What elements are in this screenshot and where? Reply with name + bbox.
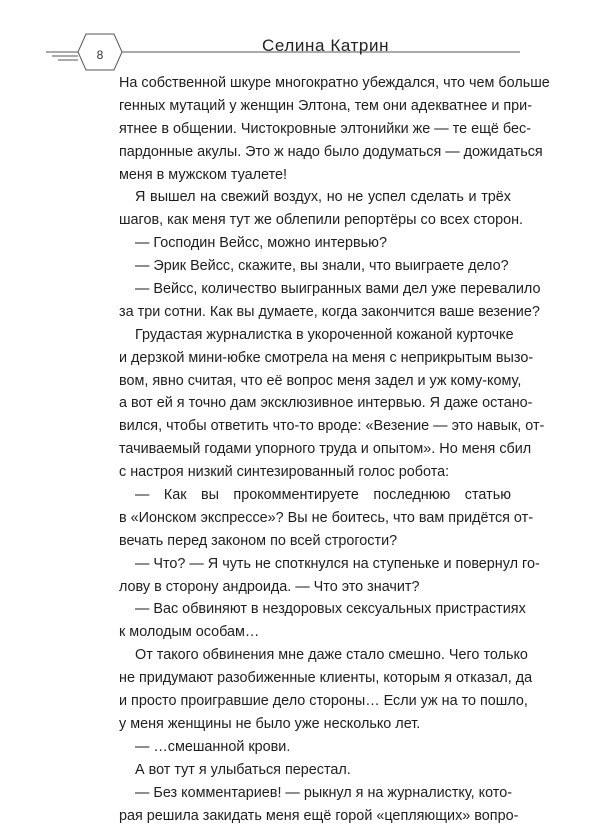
text-line: с настроя низкий синтезированный голос робота: — [119, 461, 511, 484]
running-head: Селина Катрин — [262, 36, 389, 56]
body-text — [119, 72, 511, 827]
text-line: лову в сторону андроида. — Что это значит? — [119, 576, 511, 599]
text-line: — Без комментариев! — рыкнул я на журналистку, кото- — [119, 782, 511, 805]
text-line: Я вышел на свежий воздух, но не успел сделать и трёх — [119, 186, 511, 209]
text-line: и просто проигравшие дело стороны… Если уж на то пошло, — [119, 690, 511, 713]
text-line: вечать перед законом по всей строгости? — [119, 530, 511, 553]
text-line: и дерзкой мини-юбке смотрела на меня с неприкрытым вызо- — [119, 347, 511, 370]
text-line: вился, чтобы ответить что-то вроде: «Везение — это навык, от- — [119, 415, 511, 438]
text-line: ятнее в общении. Чистокровные элтонийки же — те ещё бес- — [119, 118, 511, 141]
text-line: за три сотни. Как вы думаете, когда закончится ваше везение? — [119, 301, 511, 324]
text-line: — Что? — Я чуть не споткнулся на ступеньке и повернул го- — [119, 553, 511, 576]
text-line: вом, явно считая, что её вопрос меня задел и уж кому-кому, — [119, 370, 511, 393]
text-line: тачиваемый годами упорного труда и опытом». Но меня сбил — [119, 438, 511, 461]
text-line: меня в мужском туалете! — [119, 164, 511, 187]
text-line: От такого обвинения мне даже стало смешно. Чего только — [119, 644, 511, 667]
text-line: — Вас обвиняют в нездоровых сексуальных пристрастиях — [119, 598, 511, 621]
text-line: рая решила закидать меня ещё горой «цепляющих» вопро- — [119, 805, 511, 827]
text-line: На собственной шкуре многократно убеждался, что чем больше — [119, 72, 511, 95]
text-line: — Вейсс, количество выигранных вами дел уже перевалило — [119, 278, 511, 301]
page-number: 8 — [90, 48, 110, 62]
text-line: генных мутаций у женщин Элтона, тем они адекватнее и при- — [119, 95, 511, 118]
text-line: — Господин Вейсс, можно интервью? — [119, 232, 511, 255]
page-header — [0, 0, 600, 80]
text-line: — Эрик Вейсс, скажите, вы знали, что выиграете дело? — [119, 255, 511, 278]
text-line: — …смешанной крови. — [119, 736, 511, 759]
text-line: Грудастая журналистка в укороченной кожаной курточке — [119, 324, 511, 347]
text-line: у меня женщины не было уже несколько лет. — [119, 713, 511, 736]
text-line: шагов, как меня тут же облепили репортёры со всех сторон. — [119, 209, 511, 232]
text-line: — Как вы прокомментируете последнюю статью — [119, 484, 511, 507]
text-line: к молодым особам… — [119, 621, 511, 644]
text-line: не придумают разобиженные клиенты, которым я отказал, да — [119, 667, 511, 690]
text-line: а вот ей я точно дам эксклюзивное интервью. Я даже остано- — [119, 392, 511, 415]
text-line: пардонные акулы. Это ж надо было додуматься — дожидаться — [119, 141, 511, 164]
text-line: А вот тут я улыбаться перестал. — [119, 759, 511, 782]
text-line: в «Ионском экспрессе»? Вы не боитесь, что вам придётся от- — [119, 507, 511, 530]
